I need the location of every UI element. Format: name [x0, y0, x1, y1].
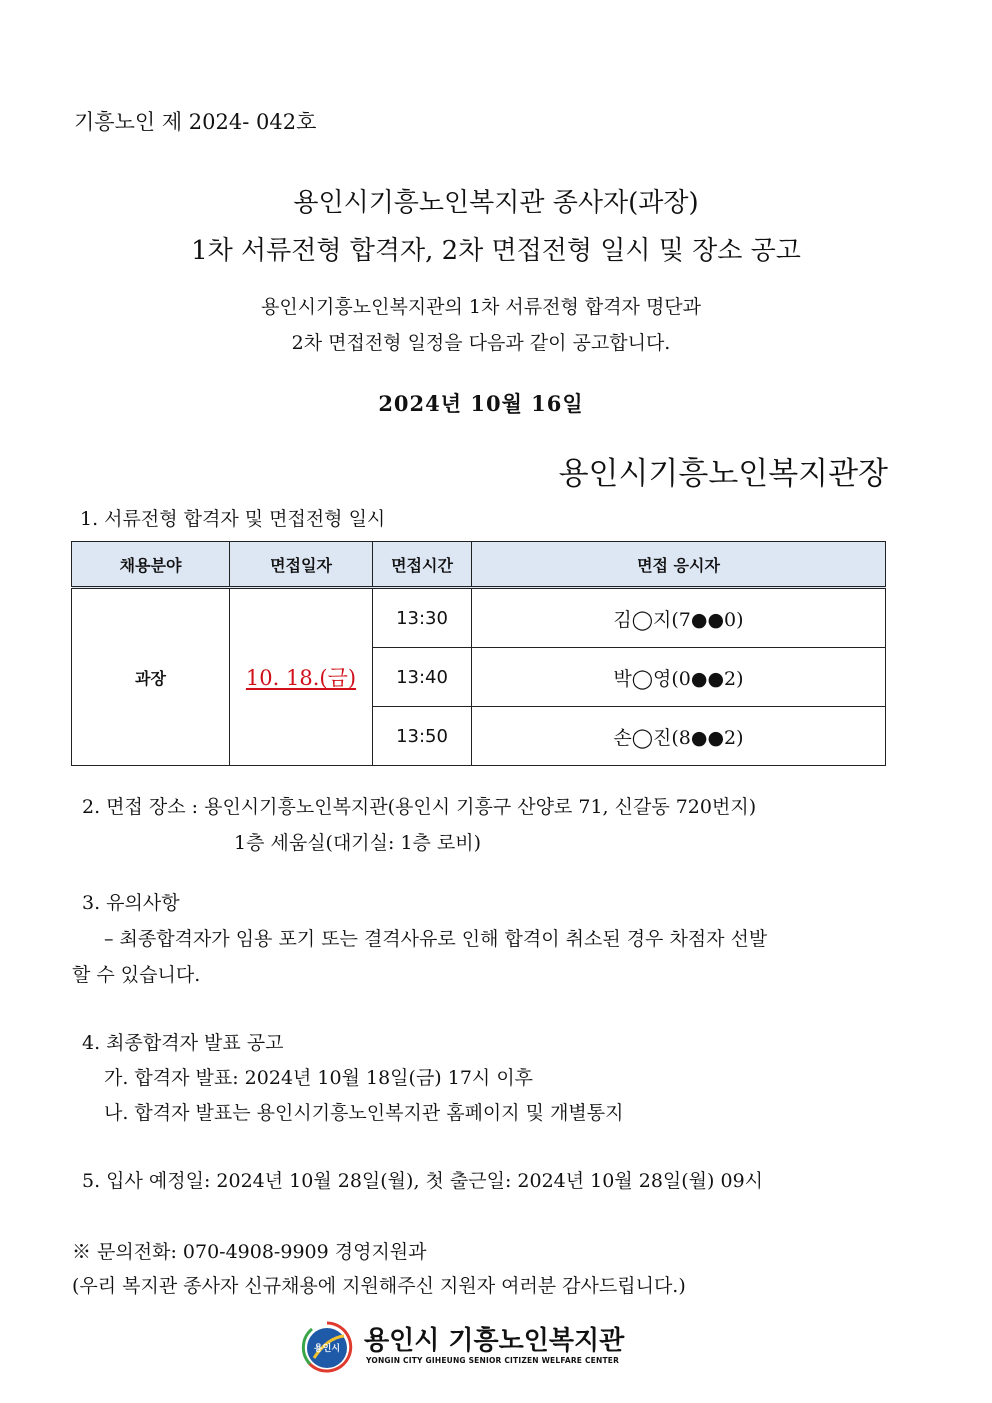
- applicant-cell: 박◯영(0●●2): [472, 648, 886, 707]
- table-row: [72, 588, 886, 648]
- header-interview-time: 면접시간: [373, 542, 472, 588]
- field-cell: 과장: [72, 588, 230, 766]
- section-5: 5. 입사 예정일: 2024년 10월 28일(월), 첫 출근일: 2024년 10월 28일(월) 09시: [82, 1170, 764, 1192]
- title-line-2: 1차 서류전형 합격자, 2차 면접전형 일시 및 장소 공고: [191, 236, 801, 266]
- issuer-name: 용인시기흥노인복지관장: [558, 456, 888, 492]
- logo-emblem-text: 용인시: [313, 1344, 341, 1354]
- header-applicant: 면접 응시자: [472, 542, 886, 588]
- interview-date-text: 10. 18.(금): [245, 666, 357, 690]
- intro-line-1: 용인시기흥노인복지관의 1차 서류전형 합격자 명단과: [260, 296, 702, 318]
- section-4-item-a: 가. 합격자 발표: 2024년 10월 18일(금) 17시 이후: [104, 1067, 534, 1089]
- interview-schedule-table: [71, 541, 886, 766]
- applicant-cell: 손◯진(8●●2): [472, 707, 886, 766]
- time-cell: 13:50: [373, 707, 472, 766]
- logo-subtitle: YONGIN CITY GIHEUNG SENIOR CITIZEN WELFARE CENTER: [366, 1356, 620, 1365]
- logo-emblem-icon: [300, 1320, 354, 1374]
- time-cell: 13:40: [373, 648, 472, 707]
- section-1-heading: 1. 서류전형 합격자 및 면접전형 일시: [80, 508, 386, 530]
- announcement-date: 2024년 10월 16일: [378, 391, 584, 416]
- header-interview-date: 면접일자: [230, 542, 373, 588]
- interview-date-cell: [230, 588, 373, 766]
- header-field: 채용분야: [72, 542, 230, 588]
- section-2-line-1: 2. 면접 장소 : 용인시기흥노인복지관(용인시 기흥구 산양로 71, 신갈동 720번지): [82, 796, 757, 818]
- section-4-heading: 4. 최종합격자 발표 공고: [82, 1032, 284, 1054]
- contact-info: ※ 문의전화: 070-4908-9909 경영지원과: [72, 1241, 427, 1263]
- section-3-line-1: – 최종합격자가 임용 포기 또는 결격사유로 인해 합격이 취소된 경우 차점자 선발: [104, 928, 768, 950]
- welfare-center-logo: [300, 1318, 625, 1374]
- time-cell: 13:30: [373, 588, 472, 648]
- section-4-item-b: 나. 합격자 발표는 용인시기흥노인복지관 홈페이지 및 개별통지: [104, 1102, 624, 1124]
- intro-line-2: 2차 면접전형 일정을 다음과 같이 공고합니다.: [291, 332, 671, 354]
- applicant-cell: 김◯지(7●●0): [472, 588, 886, 648]
- thanks-note: (우리 복지관 종사자 신규채용에 지원해주신 지원자 여러분 감사드립니다.): [72, 1275, 686, 1297]
- table-header-row: [72, 542, 886, 588]
- document-number: 기흥노인 제 2024- 042호: [74, 110, 317, 134]
- section-3-heading: 3. 유의사항: [82, 892, 180, 914]
- section-2-line-2: 1층 세움실(대기실: 1층 로비): [234, 832, 482, 854]
- title-line-1: 용인시기흥노인복지관 종사자(과장): [293, 188, 699, 218]
- section-3-line-2: 할 수 있습니다.: [72, 964, 201, 986]
- logo-title: 용인시 기흥노인복지관: [364, 1326, 625, 1356]
